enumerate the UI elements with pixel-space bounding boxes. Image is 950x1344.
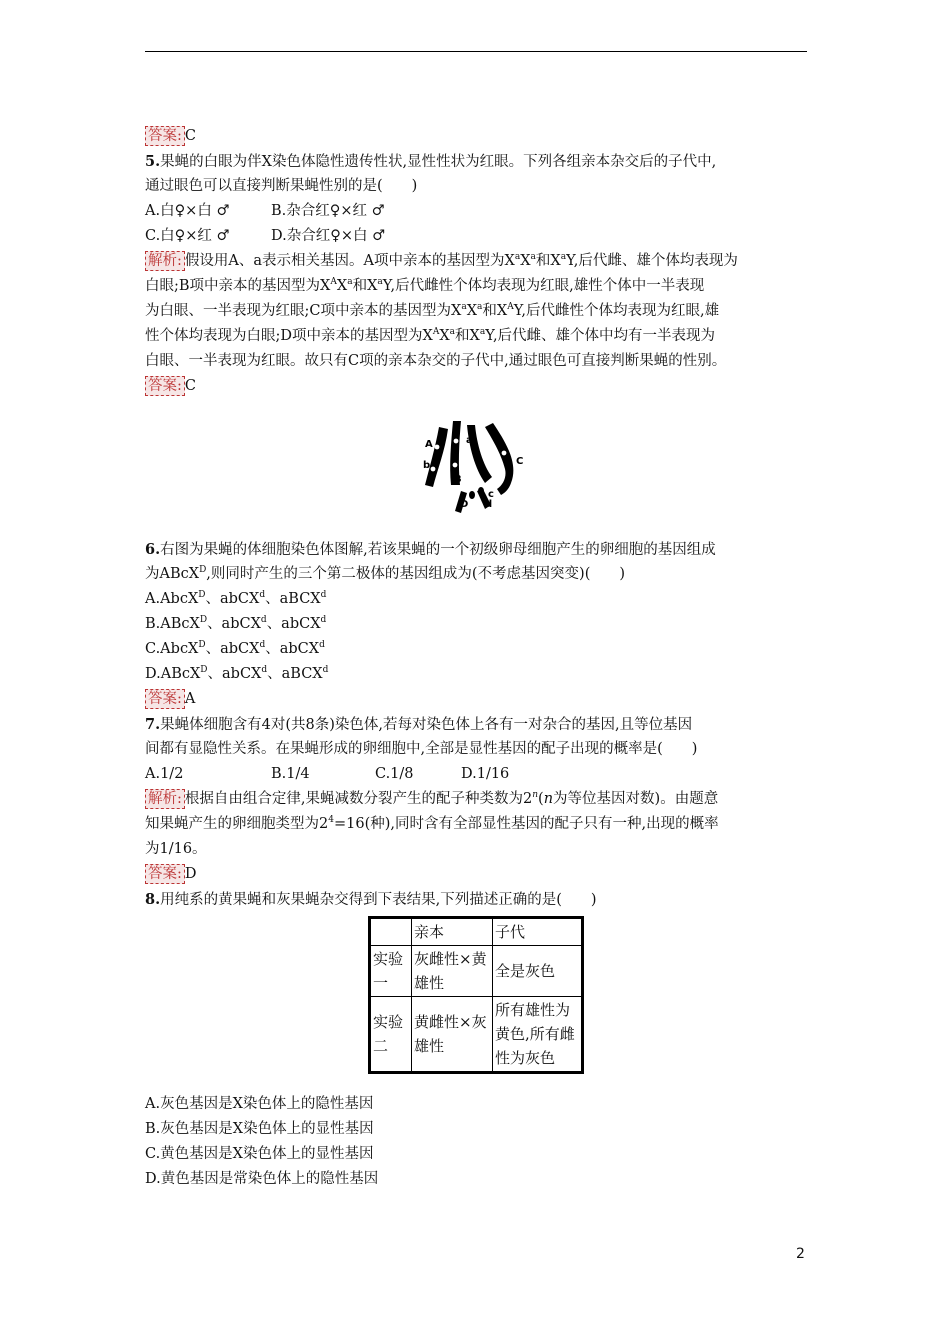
q5-analysis-line-1: 解析: 假设用A、a表示相关基因。A项中亲本的基因型为$X^aX^a$和$X^aY$,后代雌、雄个体均表现为 <box>145 249 810 274</box>
chromosome-4 <box>485 423 513 495</box>
analysis-text: 知果蝇产生的卵细胞类型为2 <box>145 816 329 832</box>
q6-option-a: A.AbcX$^D$、abCX$^d$、aBCX$^d$ <box>145 590 327 607</box>
answer-label: 答案: <box>145 689 185 709</box>
chromosome-1 <box>425 427 448 487</box>
q5-analysis-line-2: 白眼;B项中亲本的基因型为$X^AX^a$和$X^aY$,后代雌性个体均表现为红眼,雄性个体中一半表现 <box>145 277 705 294</box>
question-number: 8. <box>145 891 161 908</box>
q6-option-c: C.AbcX$^D$、abCX$^d$、abCX$^d$ <box>145 640 325 657</box>
q6-option-b: B.ABcX$^D$、abCX$^d$、abCX$^d$ <box>145 615 327 632</box>
q5-analysis-line-5: 白眼、一半表现为红眼。故只有C项的亲本杂交的子代中,通过眼色可直接判断果蝇的性别。 <box>145 353 727 369</box>
answer-value: D <box>184 866 197 882</box>
q7-stem-line-2: 间都有显隐性关系。在果蝇形成的卵细胞中,全部是显性基因的配子出现的概率是( ) <box>145 741 698 757</box>
q7-analysis-line-2: 知果蝇产生的卵细胞类型为$2^4=16$(种),同时含有全部显性基因的配子只有一种,出现的概率 <box>145 815 719 832</box>
q8-option-a: A.灰色基因是X染色体上的隐性基因 <box>145 1096 374 1112</box>
question-text: 右图为果蝇的体细胞染色体图解,若该果蝇的一个初级卵母细胞产生的卵细胞的基因组成 <box>160 542 716 558</box>
q6-option-d: D.ABcX$^D$、abCX$^d$、aBCX$^d$ <box>145 665 329 682</box>
chromosome-7 <box>469 491 475 499</box>
table-cell: 黄雌性×灰雄性 <box>412 997 493 1073</box>
option-text: D.ABcX <box>145 666 201 682</box>
gene-label: B <box>454 474 462 485</box>
answer-label: 答案: <box>145 864 185 884</box>
q5-stem-line-1 <box>145 149 810 174</box>
table-row <box>370 946 583 997</box>
option-c: C.白♀×红 ♂ <box>145 228 230 244</box>
analysis-text: 白眼;B项中亲本的基因型为X <box>145 278 331 294</box>
option-b: B.1/4 <box>271 766 310 782</box>
q8-option-d: D.黄色基因是常染色体上的隐性基因 <box>145 1171 379 1187</box>
q6-stem-line-1 <box>145 537 810 562</box>
q7-analysis-line-3: 为1/16。 <box>145 841 207 857</box>
question-number: 7. <box>145 716 161 733</box>
q5-options-row-1 <box>145 199 810 224</box>
analysis-text: ( <box>538 791 544 807</box>
option-a: A.白♀×白 ♂ <box>145 203 230 219</box>
gene-label: A <box>425 439 433 450</box>
analysis-text: 性个体均表现为白眼;D项中亲本的基因型为X <box>145 328 433 344</box>
q6-answer <box>145 687 810 712</box>
option-text: B.ABcX <box>145 616 200 632</box>
option-d: D.1/16 <box>461 766 510 782</box>
gene-label: b <box>423 460 431 471</box>
analysis-text: 为等位基因对数)。由题意 <box>553 791 719 807</box>
table-header: 子代 <box>493 918 583 946</box>
analysis-text: 根据自由组合定律,果蝇减数分裂产生的配子种类数为2 <box>184 791 533 807</box>
question-text: 果蝇的白眼为伴X染色体隐性遗传性状,显性性状为红眼。下列各组亲本杂交后的子代中, <box>160 154 717 170</box>
q5-answer <box>145 374 810 399</box>
option-d: D.杂合红♀×白 ♂ <box>271 228 386 244</box>
answer-value: C <box>184 128 196 144</box>
option-text: A.AbcX <box>145 591 199 607</box>
table-cell <box>370 918 412 946</box>
table-cell: 灰雌性×黄雄性 <box>412 946 493 997</box>
analysis-label: 解析: <box>145 789 185 809</box>
question-text: 用纯系的黄果蝇和灰果蝇杂交得到下表结果,下列描述正确的是( ) <box>160 892 597 908</box>
page-content <box>145 124 810 1192</box>
gene-label: C <box>516 456 524 467</box>
table-header: 亲本 <box>412 918 493 946</box>
q4-answer <box>145 124 810 149</box>
answer-label: 答案: <box>145 376 185 396</box>
table-row <box>370 997 583 1073</box>
gene-label: a <box>466 435 473 446</box>
table-cell: 所有雄性为黄色,所有雌性为灰色 <box>493 997 583 1073</box>
q7-answer <box>145 862 810 887</box>
experiment-table <box>368 916 584 1074</box>
chromosome-figure <box>415 419 535 523</box>
gene-label: D <box>460 499 469 510</box>
analysis-text: 假设用A、a表示相关基因。A项中亲本的基因型为X <box>184 253 515 269</box>
answer-value: A <box>184 691 196 707</box>
gene-label: c <box>488 489 494 500</box>
table-header-row <box>370 918 583 946</box>
gene-label: d <box>485 499 493 510</box>
header-rule <box>145 51 807 52</box>
option-b: B.杂合红♀×红 ♂ <box>271 203 385 219</box>
table-cell: 实验一 <box>370 946 412 997</box>
chromosome-3 <box>467 425 492 483</box>
question-number: 6. <box>145 541 161 558</box>
option-a: A.1/2 <box>145 766 184 782</box>
analysis-text: 为白眼、一半表现为红眼;C项中亲本的基因型为X <box>145 303 462 319</box>
q7-analysis-line-1: 解析: 根据自由组合定律,果蝇减数分裂产生的配子种类数为2$^n$(n为等位基因对数)。由题意 <box>145 787 810 812</box>
table-cell: 实验二 <box>370 997 412 1073</box>
q5-analysis-line-4: 性个体均表现为白眼;D项中亲本的基因型为$X^AX^a$和$X^aY$,后代雌、雄个体中均有一半表现为 <box>145 327 716 344</box>
q8-option-b: B.灰色基因是X染色体上的显性基因 <box>145 1121 374 1137</box>
question-number: 5. <box>145 153 161 170</box>
q5-stem-line-2: 通过眼色可以直接判断果蝇性别的是( ) <box>145 178 418 194</box>
q7-stem-line-1 <box>145 712 810 737</box>
table-cell: 全是灰色 <box>493 946 583 997</box>
q6-stem-line-2: 为ABcX$^D$,则同时产生的三个第二极体的基因组成为(不考虑基因突变)( ) <box>145 565 626 582</box>
analysis-text: =16(种),同时含有全部显性基因的配子只有一种,出现的概率 <box>333 816 719 832</box>
q8-stem <box>145 887 810 912</box>
question-text: 为ABcX <box>145 566 200 582</box>
chromosome-8 <box>478 487 484 495</box>
option-c: C.1/8 <box>375 766 414 782</box>
question-text: ,则同时产生的三个第二极体的基因组成为(不考虑基因突变)( ) <box>206 566 626 582</box>
page-number: 2 <box>796 1246 805 1262</box>
q7-options <box>145 762 810 787</box>
answer-value: C <box>184 378 196 394</box>
q8-option-c: C.黄色基因是X染色体上的显性基因 <box>145 1146 374 1162</box>
q5-options-row-2 <box>145 224 810 249</box>
option-text: C.AbcX <box>145 641 199 657</box>
question-text: 果蝇体细胞含有4对(共8条)染色体,若每对染色体上各有一对杂合的基因,且等位基因 <box>160 717 693 733</box>
q5-analysis-line-3: 为白眼、一半表现为红眼;C项中亲本的基因型为$X^aX^a$和$X^AY$,后代雌性个体均表现为红眼,雄 <box>145 302 720 319</box>
analysis-label: 解析: <box>145 251 185 271</box>
answer-label: 答案: <box>145 126 185 146</box>
